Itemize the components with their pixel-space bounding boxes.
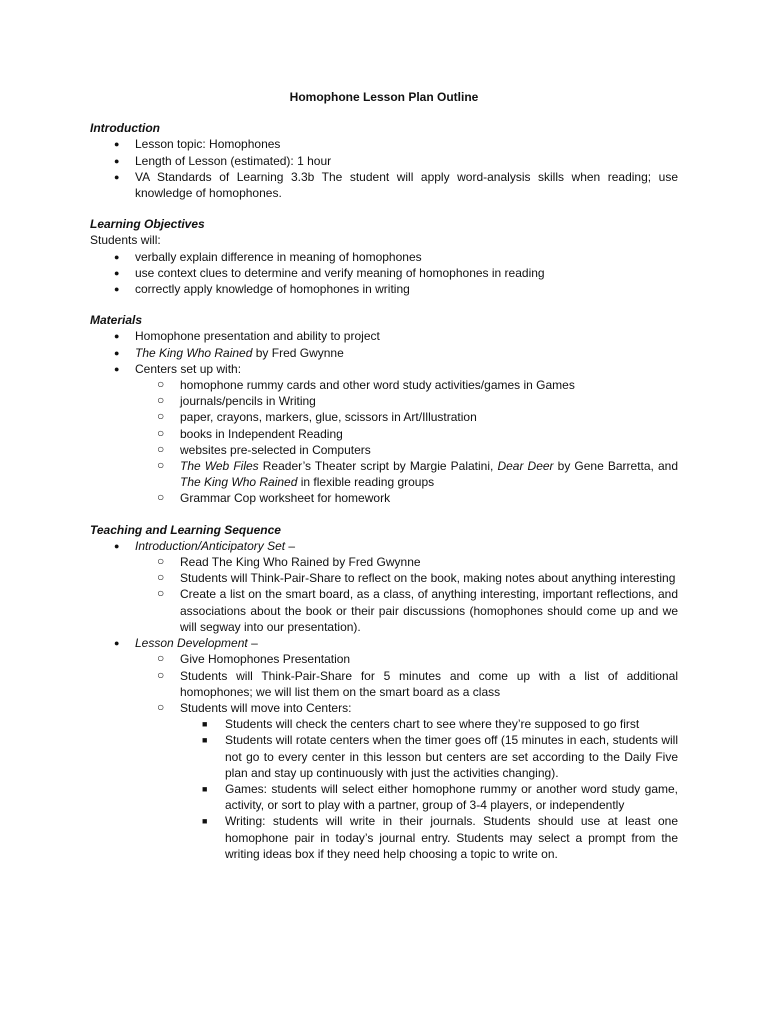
list-item: ● Homophone presentation and ability to project: [114, 329, 380, 344]
document-title: Homophone Lesson Plan Outline: [289, 90, 479, 104]
list-item: ● correctly apply knowledge of homophones in writing: [114, 282, 410, 297]
list-item: ○ Students will Think-Pair-Share for 5 minutes and come up with a list of additional homophones; we will list them on the smart board as a class: [157, 667, 678, 699]
sequence-list: [90, 538, 678, 862]
section-heading-learning-objectives: Learning Objectives: [90, 217, 205, 232]
circle-bullet-icon: ○: [157, 490, 165, 505]
circle-bullet-icon: ○: [157, 425, 165, 440]
circle-bullet-icon: ○: [157, 554, 165, 569]
section-learning-objectives: [90, 216, 678, 297]
square-bullet-icon: ■: [202, 816, 208, 827]
square-bullet-icon: ■: [202, 783, 208, 794]
phase-label: Introduction/Anticipatory Set: [135, 538, 286, 553]
list-item: ● Centers set up with: ○ homophone rummy cards and other word study activities/games in Games ○ journals/pencils in Writing ○ paper, crayons, markers, glue, scissors in Art/Illustration ○ books in Independent Reading ○ websites pre-selected in Computers ○ The Web Files Reader’s Theater script by Margie Palatini, Dear Deer by Gene Barretta, and The King Who Rained in flexible reading groups ○ Grammar Cop worksheet for homework: [114, 361, 679, 506]
section-teaching-sequence: [90, 522, 678, 862]
circle-bullet-icon: ○: [157, 667, 165, 682]
circle-bullet-icon: ○: [157, 441, 165, 456]
bullet-icon: ●: [114, 363, 120, 374]
list-item: ○ books in Independent Reading: [157, 425, 343, 441]
list-item: ● Lesson topic: Homophones: [114, 137, 281, 152]
square-bullet-icon: ■: [202, 719, 208, 730]
book-title: The Web Files: [180, 459, 259, 474]
list-item: ○ paper, crayons, markers, glue, scissors in Art/Illustration: [157, 409, 477, 425]
section-materials: [90, 312, 678, 506]
bullet-icon: ●: [114, 171, 120, 182]
section-heading-materials: Materials: [90, 313, 143, 328]
list-item: ● The King Who Rained by Fred Gwynne: [114, 345, 344, 360]
list-item: ● Lesson Development – ○ Give Homophones Presentation ○ Students will Think-Pair-Share for 5 minutes and come up with a list of additional homophones; we will list them on the smart board as a class ○ Students will move into Centers: ■ Students will check the centers chart to see where they’re supposed to go first ■ Students will rotate centers when the timer goes off (15 minutes in each, students will not go to every center in this lesson but centers are set according to the Daily Five plan and stay up continuously with just the activities changing). ■ Games: students will select either homophone rummy or another word study game, activity, or sort to play with a partner, group of 3-4 players, or independently ■ Writing: students will write in their journals. Students should use at least one homophone pair in today’s journal entry. Students may select a prompt from the writing ideas box if they need help choosing a topic to write on.: [114, 636, 678, 861]
bullet-icon: ●: [114, 540, 120, 551]
bullet-icon: ●: [114, 155, 120, 166]
book-title: Dear Deer: [497, 459, 554, 474]
book-title: The King Who Rained: [135, 345, 253, 360]
circle-bullet-icon: ○: [157, 409, 165, 424]
bullet-icon: ●: [114, 267, 120, 278]
phase-label: Lesson Development: [135, 636, 248, 651]
book-title: The King Who Rained: [180, 475, 298, 490]
list-item: ■ Students will check the centers chart to see where they’re supposed to go first: [202, 717, 640, 732]
bullet-icon: ●: [114, 251, 120, 262]
list-item: ○ Give Homophones Presentation: [157, 651, 351, 667]
list-item: ○ The Web Files Reader’s Theater script by Margie Palatini, Dear Deer by Gene Barretta, and The King Who Rained in flexible reading groups: [157, 458, 679, 490]
bullet-icon: ●: [114, 139, 120, 150]
list-item: ○ journals/pencils in Writing: [157, 393, 316, 409]
introduction-list: [90, 136, 678, 201]
centers-steps: [180, 716, 678, 862]
circle-bullet-icon: ○: [157, 377, 165, 392]
bullet-icon: ●: [114, 347, 120, 358]
list-item: ○ Students will move into Centers: ■ Students will check the centers chart to see where they’re supposed to go first ■ Students will rotate centers when the timer goes off (15 minutes in each, students will not go to every center in this lesson but centers are set according to the Daily Five plan and stay up continuously with just the activities changing). ■ Games: students will select either homophone rummy or another word study game, activity, or sort to play with a partner, group of 3-4 players, or independently ■ Writing: students will write in their journals. Students should use at least one homophone pair in today’s journal entry. Students may select a prompt from the writing ideas box if they need help choosing a topic to write on.: [157, 699, 678, 861]
list-item: ● use context clues to determine and verify meaning of homophones in reading: [114, 265, 545, 280]
objectives-lead: Students will:: [90, 233, 161, 248]
circle-bullet-icon: ○: [157, 393, 165, 408]
list-item: ■ Students will rotate centers when the timer goes off (15 minutes in each, students will not go to every center in this lesson but centers are set according to the Daily Five plan and stay up continuously with just the activities changing).: [202, 733, 678, 780]
list-item: ○ homophone rummy cards and other word study activities/games in Games: [157, 377, 575, 393]
section-heading-introduction: Introduction: [90, 121, 160, 136]
list-item: ○ Create a list on the smart board, as a class, of anything interesting, important reflections, and associations about the book or their pair discussions (homophones should come up and we will segway into our presentation).: [157, 586, 678, 634]
bullet-icon: ●: [114, 284, 120, 295]
circle-bullet-icon: ○: [157, 699, 165, 714]
centers-materials-list: [135, 377, 678, 507]
list-item: ○ Read The King Who Rained by Fred Gwynne: [157, 554, 421, 570]
list-item: ○ websites pre-selected in Computers: [157, 441, 371, 457]
document-page: [90, 89, 678, 877]
objectives-list: [90, 249, 678, 298]
section-introduction: [90, 120, 678, 201]
development-steps: [135, 651, 678, 862]
list-item: ● VA Standards of Learning 3.3b The student will apply word-analysis skills when reading; use knowledge of homophones.: [114, 169, 678, 201]
circle-bullet-icon: ○: [157, 570, 165, 585]
circle-bullet-icon: ○: [157, 586, 165, 601]
bullet-icon: ●: [114, 638, 120, 649]
section-heading-teaching-sequence: Teaching and Learning Sequence: [90, 522, 281, 537]
list-item: ● verbally explain difference in meaning of homophones: [114, 249, 422, 264]
list-item: ● Length of Lesson (estimated): 1 hour: [114, 153, 332, 168]
list-item: ■ Games: students will select either homophone rummy or another word study game, activity, or sort to play with a partner, group of 3-4 players, or independently: [202, 781, 678, 813]
list-item: ● Introduction/Anticipatory Set – ○ Read The King Who Rained by Fred Gwynne ○ Students will Think-Pair-Share to reflect on the book, making notes about anything interesting ○ Create a list on the smart board, as a class, of anything interesting, important reflections, and associations about the book or their pair discussions (homophones should come up and we will segway into our presentation).: [114, 538, 678, 634]
bullet-icon: ●: [114, 331, 120, 342]
list-item: ■ Writing: students will write in their journals. Students should use at least one homophone pair in today’s journal entry. Students may select a prompt from the writing ideas box if they need help choosing a topic to write on.: [202, 814, 678, 861]
circle-bullet-icon: ○: [157, 458, 165, 473]
circle-bullet-icon: ○: [157, 651, 165, 666]
materials-list: [90, 328, 678, 506]
list-item: ○ Students will Think-Pair-Share to reflect on the book, making notes about anything interesting: [157, 570, 676, 586]
square-bullet-icon: ■: [202, 735, 208, 746]
list-item: ○ Grammar Cop worksheet for homework: [157, 490, 391, 506]
intro-set-steps: [135, 554, 678, 635]
